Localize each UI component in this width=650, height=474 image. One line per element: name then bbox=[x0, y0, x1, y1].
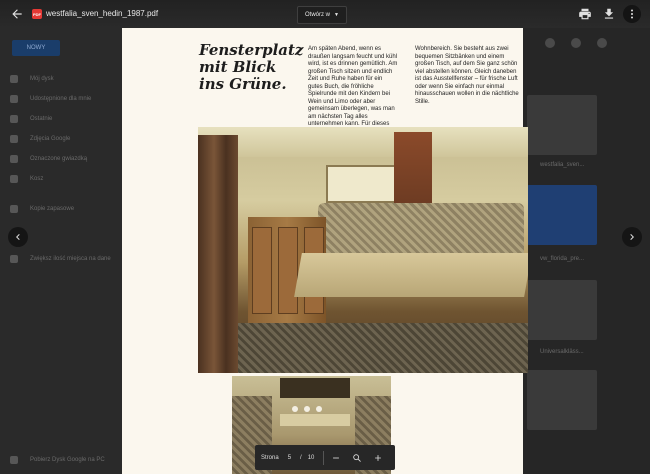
thumbnail-label: Universalkläss... bbox=[540, 349, 584, 355]
photo-table bbox=[294, 253, 528, 297]
zoom-out-button[interactable] bbox=[327, 449, 345, 467]
new-button: NOWY bbox=[12, 40, 60, 56]
total-pages: 10 bbox=[307, 454, 315, 461]
pdf-file-icon: PDF bbox=[32, 9, 42, 19]
page-label: Strona bbox=[261, 454, 279, 461]
chevron-left-icon bbox=[12, 231, 24, 243]
computer-icon bbox=[10, 456, 18, 464]
list-view-icon bbox=[545, 38, 555, 48]
previous-file-button[interactable] bbox=[8, 227, 28, 247]
photos-icon bbox=[10, 135, 18, 143]
file-name: westfalia_sven_hedin_1987.pdf bbox=[46, 9, 159, 18]
thumbnail-label: westfalia_sven... bbox=[540, 162, 585, 168]
sidebar-item-recent: Ostatnie bbox=[10, 112, 52, 126]
interior-photo-main bbox=[198, 127, 528, 373]
info-icon bbox=[571, 38, 581, 48]
photo-foreground-bench bbox=[218, 323, 528, 373]
next-file-button[interactable] bbox=[622, 227, 642, 247]
people-icon bbox=[10, 95, 18, 103]
photo-window bbox=[326, 165, 397, 203]
sidebar-item-trash: Kosz bbox=[10, 172, 43, 186]
zoom-in-button[interactable] bbox=[369, 449, 387, 467]
open-with-button[interactable]: Otwórz w ▼ bbox=[297, 6, 347, 24]
cloud-icon bbox=[10, 205, 18, 213]
print-icon[interactable] bbox=[578, 7, 592, 21]
zoom-search-button[interactable] bbox=[348, 449, 366, 467]
zoom-out-icon bbox=[331, 453, 341, 463]
grid-toolbar bbox=[545, 38, 607, 48]
page-controls: Strona 5 / 10 bbox=[255, 445, 395, 470]
search-icon bbox=[352, 453, 362, 463]
zoom-in-icon bbox=[373, 453, 383, 463]
file-thumbnail bbox=[527, 95, 597, 155]
download-drive-footer: Pobierz Dysk Google na PC bbox=[10, 456, 105, 464]
more-vert-icon[interactable] bbox=[623, 5, 641, 23]
sidebar-item-storage: Zwiększ ilość miejsca na dane bbox=[10, 252, 111, 266]
sidebar-item-photos: Zdjęcia Google bbox=[10, 132, 70, 146]
photo-door bbox=[394, 132, 432, 212]
body-column-2: Wohnbereich. Sie besteht aus zwei bequemen Sitzbänken und einem großen Tisch, auf dem Sie ganz schön viel abstellen können. Gleich daneben ist das Ausstellfenster – für frische Luft oder wenn Sie einfach nur einmal hinausschauen wollen in die nächtliche Stille. bbox=[415, 46, 519, 105]
sidebar-item-my-drive: Mój dysk bbox=[10, 72, 54, 86]
sidebar-item-shared: Udostępnione dla mnie bbox=[10, 92, 91, 106]
current-page-input[interactable]: 5 bbox=[287, 454, 292, 461]
chevron-right-icon bbox=[626, 231, 638, 243]
file-thumbnail bbox=[527, 370, 597, 430]
clock-icon bbox=[10, 115, 18, 123]
drive-icon bbox=[10, 75, 18, 83]
settings-icon bbox=[597, 38, 607, 48]
sidebar-item-backups: Kopie zapasowe bbox=[10, 202, 74, 216]
arrow-back-icon[interactable] bbox=[10, 7, 24, 21]
file-thumbnail bbox=[527, 280, 597, 340]
chevron-down-icon: ▼ bbox=[334, 12, 339, 18]
star-icon bbox=[10, 155, 18, 163]
trash-icon bbox=[10, 175, 18, 183]
photo-curtain bbox=[198, 135, 238, 373]
sidebar-item-starred: Oznaczone gwiazdką bbox=[10, 152, 87, 166]
storage-icon bbox=[10, 255, 18, 263]
body-column-1: Am späten Abend, wenn es draußen langsam feucht und kühl wird, ist es drinnen gemütlich. Am großen Tisch sitzen und endlich Zeit und Ruhe haben für ein gutes Buch, die fröhliche Spielrunde mit den Kindern bei Wein und Limo oder aber gemeinsam überlegen, was man am nächsten Tag alles unternehmen kann. Für dieses bbox=[308, 46, 398, 127]
file-thumbnail bbox=[527, 185, 597, 245]
thumbnail-label: vw_florida_pre... bbox=[540, 256, 585, 262]
article-headline: Fensterplatz mit Blick ins Grüne. bbox=[199, 41, 304, 93]
photo-ceiling bbox=[198, 127, 528, 157]
download-icon[interactable] bbox=[602, 7, 616, 21]
